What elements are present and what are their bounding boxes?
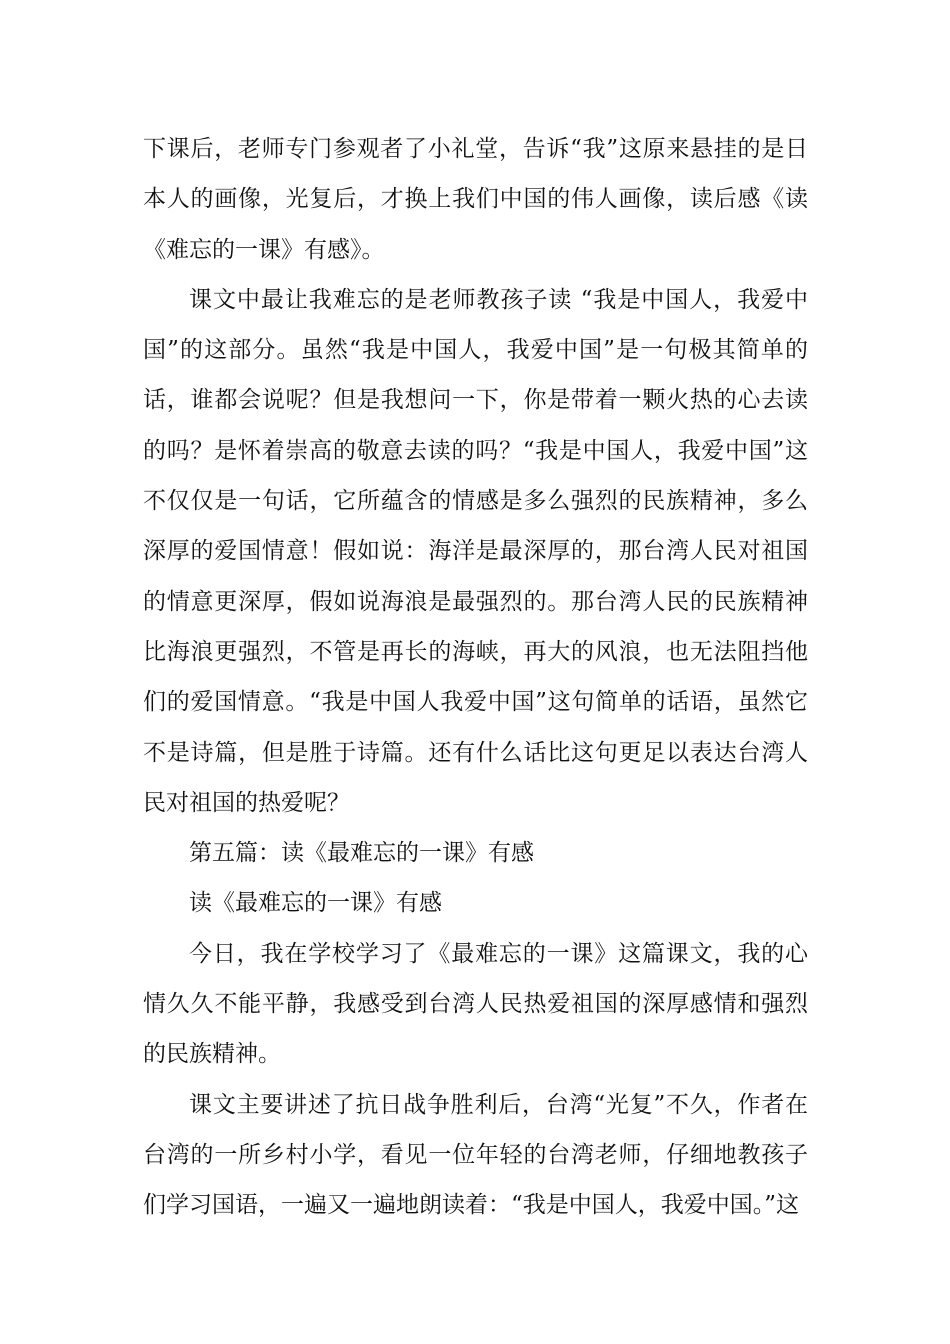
paragraph-summary: 课文主要讲述了抗日战争胜利后，台湾“光复”不久，作者在台湾的一所乡村小学，看见一位年轻的台湾老师，仔细地教孩子们学习国语，一遍又一遍地朗读着：“我是中国人，我爱中国。”这 [143, 1091, 808, 1219]
paragraph-intro: 今日，我在学校学习了《最难忘的一课》这篇课文，我的心情久久不能平静，我感受到台湾人民热爱祖国的深厚感情和强烈的民族精神。 [143, 940, 808, 1068]
document-body [143, 124, 808, 1231]
section-heading: 第五篇：读《最难忘的一课》有感 [189, 840, 534, 867]
paragraph-continuation: 下课后，老师专门参观者了小礼堂，告诉“我”这原来悬挂的是日本人的画像，光复后，才换上我们中国的伟人画像，读后感《读《难忘的一课》有感》。 [143, 136, 808, 263]
article-title: 读《最难忘的一课》有感 [189, 890, 442, 917]
paragraph-reflection: 课文中最让我难忘的是老师教孩子读 “我是中国人，我爱中国”的这部分。虽然“我是中国人，我爱中国”是一句极其简单的话，谁都会说呢？但是我想问一下，你是带着一颗火热的心去读的吗？是怀着崇高的敬意去读的吗？“我是中国人，我爱中国”这不仅仅是一句话，它所蕴含的情感是多么强烈的民族精神，多么深厚的爱国情意！假如说：海洋是最深厚的，那台湾人民对祖国的情意更深厚，假如说海浪是最强烈的。那台湾人民的民族精神比海浪更强烈，不管是再长的海峡，再大的风浪，也无法阻挡他们的爱国情意。“我是中国人我爱中国”这句简单的话语，虽然它不是诗篇，但是胜于诗篇。还有什么话比这句更足以表达台湾人民对祖国的热爱呢？ [143, 286, 808, 816]
